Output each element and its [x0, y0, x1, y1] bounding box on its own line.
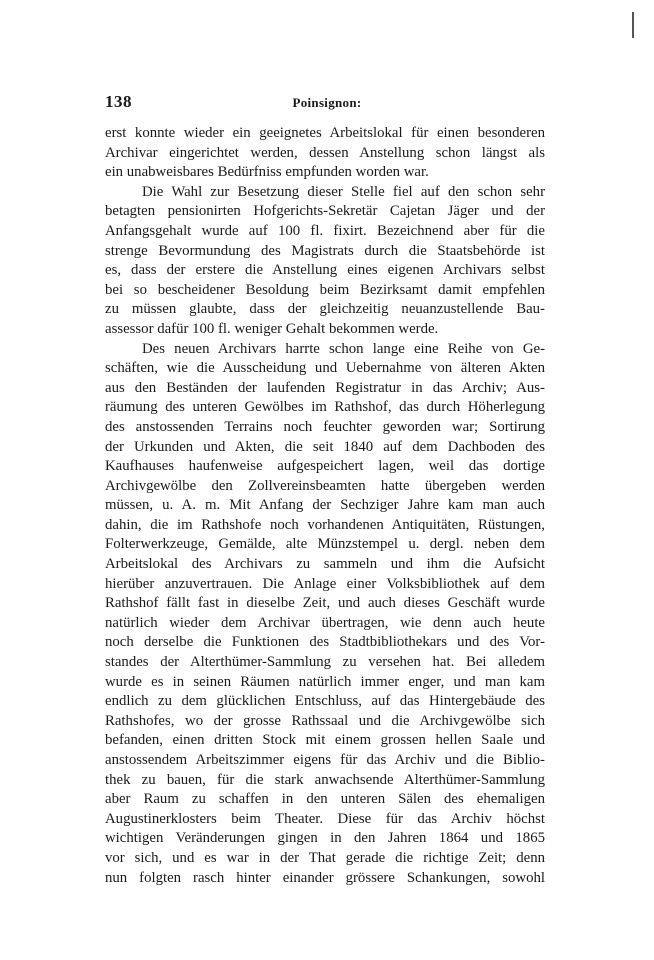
- text-line: Kaufhauses haufenweise aufgespeichert lagen, weil das dortige: [105, 458, 545, 475]
- text-line: hierüber anzuvertrauen. Die Anlage einer Volksbibliothek auf dem: [105, 575, 545, 592]
- text-line: natürlich wieder dem Archivar übertragen, wie denn auch heute: [105, 614, 545, 631]
- page-number: 138: [105, 92, 132, 111]
- text-line: des anstossenden Terrains noch feuchter geworden war; Sortirung: [105, 418, 545, 435]
- text-line: Archivar eingerichtet werden, dessen Anstellung schon längst als: [105, 144, 545, 161]
- text-line: wurde es in seinen Räumen natürlich immer enger, und man kam: [105, 673, 545, 690]
- text-line: aus den Beständen der laufenden Registratur in das Archiv; Aus-: [105, 379, 545, 396]
- text-line: müssen, u. A. m. Mit Anfang der Sechziger Jahre kam man auch: [105, 497, 545, 514]
- text-line: es, dass der erstere die Anstellung eines eigenen Archivars selbst: [105, 262, 545, 279]
- text-line: nun folgten rasch hinter einander grössere Schankungen, sowohl: [105, 869, 545, 886]
- text-line: Arbeitslokal des Archivars zu sammeln und ihm die Aufsicht: [105, 556, 545, 573]
- text-line: assessor dafür 100 fl. weniger Gehalt bekommen werde.: [105, 320, 439, 337]
- text-line: räumung des unteren Gewölbes im Rathshof, das durch Höherlegung: [105, 399, 545, 416]
- text-line: Rathshofes, wo der grosse Rathssaal und die Archivgewölbe sich: [105, 712, 545, 729]
- text-line: dahin, die im Rathshofe noch vorhandenen Antiquitäten, Rüstungen,: [105, 516, 545, 533]
- text-line: thek zu bauen, für die stark anwachsende Alterthümer-Sammlung: [105, 771, 545, 788]
- text-line: bei so bescheidener Besoldung beim Bezirksamt damit empfehlen: [105, 281, 545, 298]
- text-line: ein unabweisbares Bedürfniss empfunden worden war.: [105, 164, 429, 181]
- running-head: Poinsignon:: [292, 95, 362, 110]
- text-line: Augustinerklosters beim Theater. Diese für das Archiv höchst: [105, 810, 545, 827]
- text-line: wichtigen Veränderungen gingen in den Jahren 1864 und 1865: [105, 830, 545, 847]
- text-line: noch derselbe die Funktionen des Stadtbibliothekars und des Vor-: [105, 634, 545, 651]
- text-line: der Urkunden und Akten, die seit 1840 auf dem Dachboden des: [105, 438, 545, 455]
- text-line: zu müssen glaubte, dass der gleichzeitig neuanzustellende Bau-: [105, 301, 545, 318]
- text-line: Folterwerkzeuge, Gemälde, alte Münzstempel u. dergl. neben dem: [105, 536, 545, 553]
- text-line: Des neuen Archivars harrte schon lange eine Reihe von Ge-: [142, 340, 545, 357]
- text-line: Anfangsgehalt wurde auf 100 fl. fixirt. Bezeichnend aber für die: [105, 222, 545, 239]
- text-line: aber Raum zu schaffen in den unteren Sälen des ehemaligen: [105, 791, 545, 808]
- scan-edge-mark: [632, 12, 634, 38]
- text-line: standes der Alterthümer-Sammlung zu versehen hat. Bei alledem: [105, 654, 545, 671]
- text-line: betagten pensionirten Hofgerichts-Sekretär Cajetan Jäger und der: [105, 203, 545, 220]
- text-line: schäften, wie die Ausscheidung und Uebernahme von älteren Akten: [105, 360, 545, 377]
- text-line: Rathshof fällt fast in dieselbe Zeit, und auch dieses Geschäft wurde: [105, 595, 545, 612]
- text-line: endlich zu dem glücklichen Entschluss, auf das Hintergebäude des: [105, 693, 545, 710]
- text-line: Die Wahl zur Besetzung dieser Stelle fiel auf den schon sehr: [142, 183, 545, 200]
- text-line: erst konnte wieder ein geeignetes Arbeitslokal für einen besonderen: [105, 125, 545, 141]
- text-line: Archivgewölbe den Zollvereinsbeamten hatte übergeben werden: [105, 477, 545, 494]
- text-line: strenge Bevormundung des Magistrats durch die Staatsbehörde ist: [105, 242, 545, 259]
- text-line: befanden, einen dritten Stock mit einem grossen hellen Saale und: [105, 732, 545, 749]
- text-line: vor sich, und es war in der That gerade die richtige Zeit; denn: [105, 849, 545, 866]
- body-text: [105, 124, 545, 888]
- text-line: anstossendem Arbeitszimmer eigens für das Archiv und die Biblio-: [105, 752, 545, 768]
